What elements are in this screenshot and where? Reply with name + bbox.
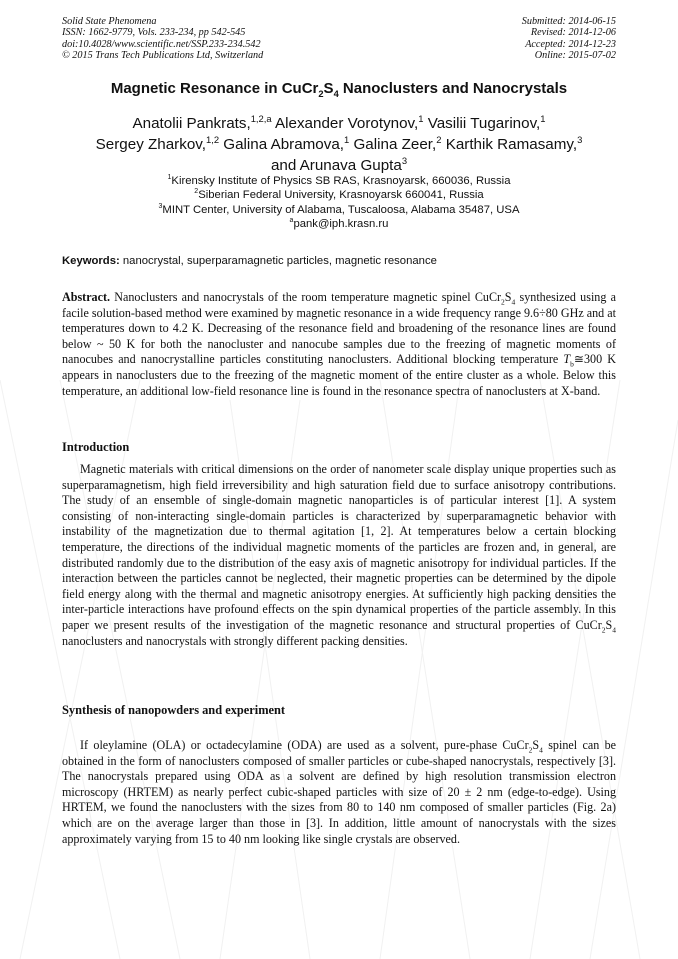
affiliation: $^3$MINT Center, University of Alabama, Tuscaloosa, Alabama 35487, USA bbox=[158, 203, 520, 216]
author-name: Galina Zeer, bbox=[353, 136, 437, 153]
issn: ISSN: 1662-9779, Vols. 233-234, pp 542-545 bbox=[62, 27, 246, 39]
author-name: Karthik Ramasamy, bbox=[445, 136, 578, 153]
affiliation: $^2$Siberian Federal University, Krasnoyarsk 660041, Russia bbox=[194, 188, 484, 202]
keywords-label: Keywords: bbox=[62, 255, 120, 267]
author-line: Sergey Zharkov,$^{1,2}$ Galina Abramova,$^1$ Galina Zeer,$^2$ Karthik Ramasamy,$^3$ bbox=[95, 133, 583, 153]
author-email: $^a$pank@iph.krasn.ru bbox=[289, 217, 389, 231]
section-heading-introduction: Introduction bbox=[62, 440, 130, 454]
author-name: Anatolii Pankrats, bbox=[132, 115, 251, 132]
introduction-text: Magnetic materials with critical dimensions on the order of nanometer scale display unique properties such as superparamagnetism, high field irreversibility and high saturation field due to surface anisotropy contributions. The study of an ensemble of single-domain magnetic nanoparticles is of particular interest [1]. A system consisting of non-interacting single-domain particles is characterized by superparamagnetic behavior with instability of the magnetization due to thermal agitation [1, 2]. At temperatures below a certain blocking temperature, the directions of the individual magnetic moments of the particles are frozen and, in general, are distributed randomly due to the distribution of the easy axis of magnetic anisotropy for individual particles. If the interaction between the particles cannot be neglected, their magnetic properties can be determined by the dipole field energy along with the thermal and magnetic anisotropy energies. At sufficiently high packing densities the inter-particle interactions have profound effects on the spin dynamical properties of the particle assembly. In this paper we present results of the investigation of the magnetic resonance and structural properties of $CuCr_2S_4$ nanoclusters and nanocrystals with strongly different packing densities. bbox=[62, 462, 616, 648]
author-name: Alexander Vorotynov, bbox=[275, 115, 419, 132]
keywords bbox=[62, 255, 616, 267]
author-name: Galina Abramova, bbox=[223, 136, 345, 153]
author-list bbox=[62, 113, 616, 176]
abstract: Abstract. Nanoclusters and nanocrystals of the room temperature magnetic spinel $CuCr_2S_4$ synthesized using a facile solution-based method were examined by magnetic resonance in a wide frequency range 9.6÷80 GHz and at temperatures down to 4.2 K. Decreasing of the resonance field and broadening of the resonance lines are found below ~ 50 K for both the nanocluster and nanocube samples due to the freezing of magnetic moments of nanocubes and nanocrystalline particles constituting nanoclusters. Additional blocking temperature $T_b≅300$ K appears in nanoclusters due to the freezing of the magnetic moment of the entire cluster as a whole. Below this temperature, an additional low-field resonance line is found in the resonance spectra of nanoclusters at X-band. bbox=[62, 290, 617, 398]
affiliation: $^1$Kirensky Institute of Physics SB RAS, Krasnoyarsk, 660036, Russia bbox=[167, 174, 511, 187]
synthesis-text: If oleylamine (OLA) or octadecylamine (ODA) are used as a solvent, pure-phase $CuCr_2S_4$ spinel can be obtained in the form of nanoclusters composed of smaller particles or cube-shaped nanocrystals, respectively [3]. The nanocrystals prepared using ODA as a solvent are defined by high resolution transmission electron microscopy (HRTEM) as nearly perfect cubic-shaped particles with size of 20 ± 2 nm (edge-to-edge). Using HRTEM, we found the nanoclusters with the sizes from 80 to 140 nm composed of smaller particles (Fig. 2a) which are on the average larger than those in [3]. In addition, little amount of nanocrystals with the sizes approximately varying from 15 to 40 nm looking like single crystals are observed. bbox=[62, 738, 616, 846]
author-name: and Arunava Gupta bbox=[270, 157, 402, 174]
journal-name: Solid State Phenomena bbox=[62, 16, 157, 27]
abstract-label: Abstract. bbox=[62, 290, 111, 304]
header-left bbox=[62, 16, 263, 62]
keywords-text: nanocrystal, superparamagnetic particles, magnetic resonance bbox=[119, 255, 437, 267]
author-name: Vasilii Tugarinov, bbox=[427, 115, 541, 132]
affiliations bbox=[62, 174, 616, 232]
accepted-date: Accepted: 2014-12-23 bbox=[525, 38, 616, 50]
author-name: Sergey Zharkov, bbox=[95, 136, 206, 153]
revised-date: Revised: 2014-12-06 bbox=[530, 27, 616, 39]
copyright: © 2015 Trans Tech Publications Ltd, Switzerland bbox=[62, 50, 264, 62]
submitted-date: Submitted: 2014-06-15 bbox=[521, 16, 616, 27]
paper-title: Magnetic Resonance in $CuCr_2S_4$ Nanoclusters and Nanocrystals bbox=[110, 80, 568, 99]
author-line: Anatolii Pankrats,$^{1,2,a}$ Alexander Vorotynov,$^1$ Vasilii Tugarinov,$^1$ bbox=[132, 112, 546, 132]
journal-header bbox=[62, 16, 616, 62]
header-right bbox=[522, 16, 616, 62]
doi: doi:10.4028/www.scientific.net/SSP.233-234.542 bbox=[62, 38, 261, 50]
section-heading-synthesis: Synthesis of nanopowders and experiment bbox=[62, 703, 286, 717]
author-line: and Arunava Gupta$^3$ bbox=[270, 154, 408, 174]
online-date: Online: 2015-07-02 bbox=[534, 50, 616, 62]
